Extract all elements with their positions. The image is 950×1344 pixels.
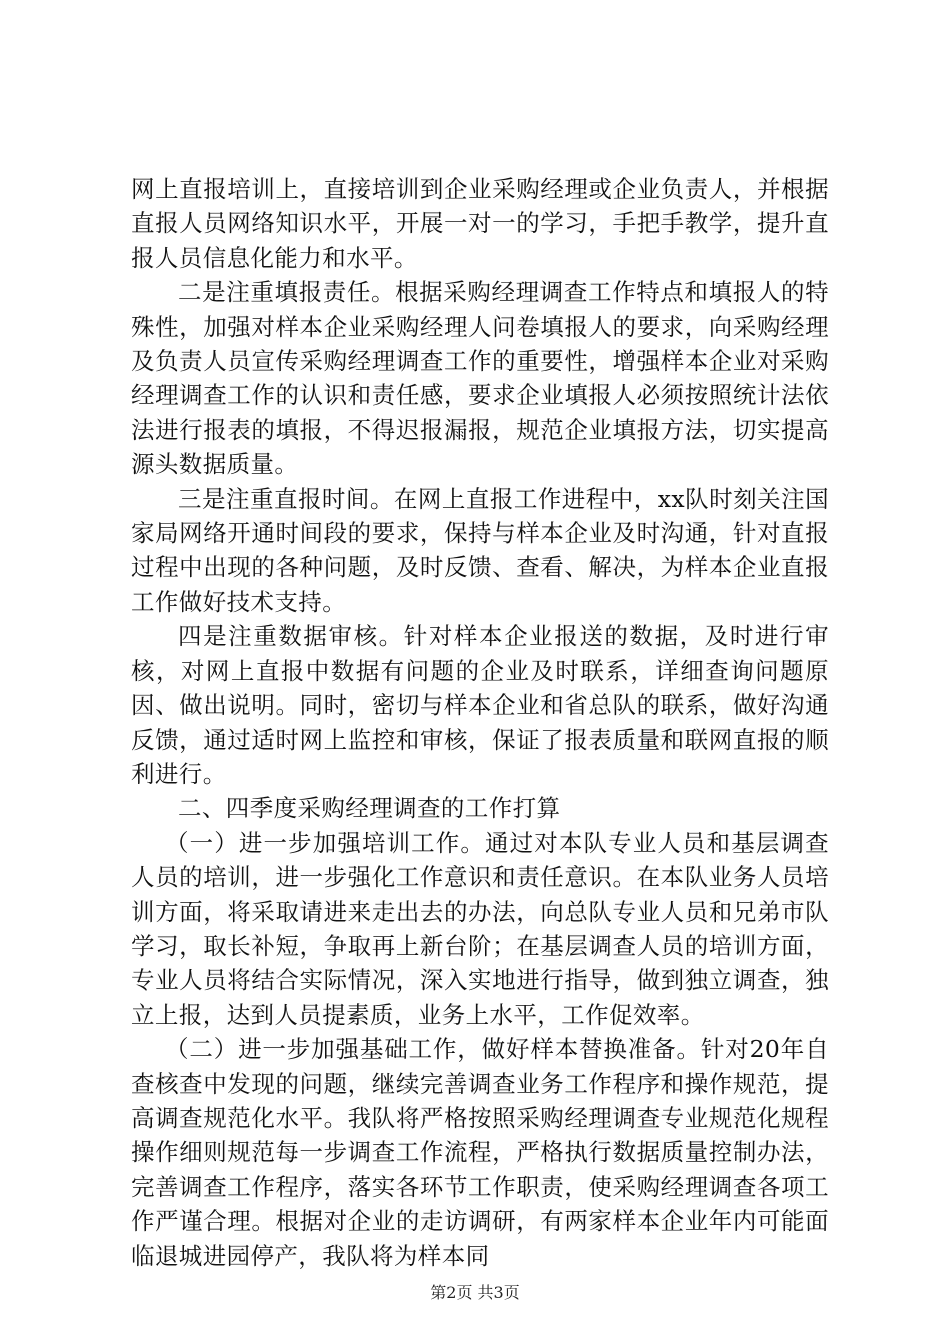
paragraph-training-work: （一）进一步加强培训工作。通过对本队专业人员和基层调查人员的培训，进一步强化工作意识和责任意识。在本队业务人员培训方面，将采取请进来走出去的办法，向总队专业人员和兄弟市队学习，取长补短，争取再上新台阶；在基层调查人员的培训方面，专业人员将结合实际情况，深入实地进行指导，做到独立调查，独立上报，达到人员提素质，业务上水平，工作促效率。 [131,828,829,1029]
paragraph-filing-responsibility: 二是注重填报责任。根据采购经理调查工作特点和填报人的特殊性，加强对样本企业采购经理人问卷填报人的要求，向采购经理及负责人员宣传采购经理调查工作的重要性，增强样本企业对采购经理调查工作的认识和责任感，要求企业填报人必须按照统计法依法进行报表的填报，不得迟报漏报，规范企业填报方法，切实提高源头数据质量。 [131,278,829,479]
section-heading-q4-plan: 二、四季度采购经理调查的工作打算 [178,794,561,823]
paragraph-continuation: 网上直报培训上，直接培训到企业采购经理或企业负责人，并根据直报人员网络知识水平，开展一对一的学习，手把手教学，提升直报人员信息化能力和水平。 [131,175,829,272]
paragraph-data-review: 四是注重数据审核。针对样本企业报送的数据，及时进行审核，对网上直报中数据有问题的企业及时联系，详细查询问题原因、做出说明。同时，密切与样本企业和省总队的联系，做好沟通反馈，通过适时网上监控和审核，保证了报表质量和联网直报的顺利进行。 [131,622,829,788]
document-body [131,172,829,1273]
paragraph-foundation-work: （二）进一步加强基础工作，做好样本替换准备。针对20年自查核查中发现的问题，继续完善调查业务工作程序和操作规范，提高调查规范化水平。我队将严格按照采购经理调查专业规范化规程操作细则规范每一步调查工作流程，严格执行数据质量控制办法，完善调查工作程序，落实各环节工作职责，使采购经理调查各项工作严谨合理。根据对企业的走访调研，有两家样本企业年内可能面临退城进园停产，我队将为样本同 [131,1035,829,1270]
page-footer: 第2页 共3页 [430,1283,520,1302]
paragraph-reporting-time: 三是注重直报时间。在网上直报工作进程中，xx队时刻关注国家局网络开通时间段的要求，保持与样本企业及时沟通，针对直报过程中出现的各种问题，及时反馈、查看、解决，为样本企业直报工作做好技术支持。 [131,484,829,616]
